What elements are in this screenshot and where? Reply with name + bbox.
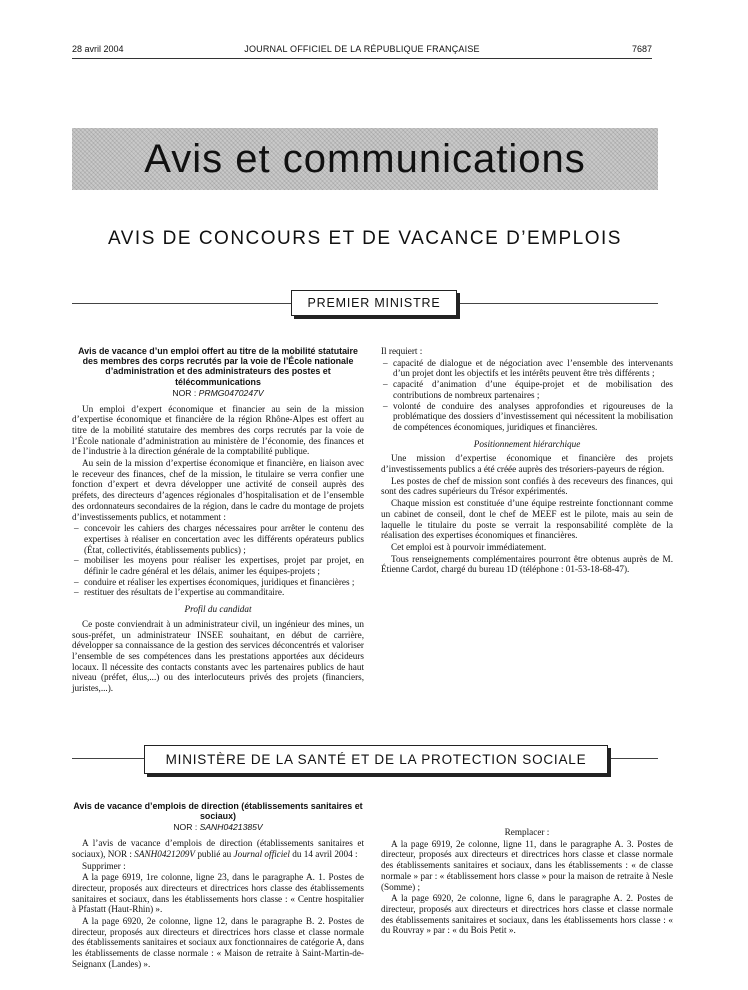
article1-paragraph: Une mission d’expertise économique et financière des projets d’investissements publics a été créée auprès des trésoriers-payeurs de région. bbox=[381, 453, 673, 475]
list-item: – capacité de dialogue et de négociation avec l’ensemble des intervenants d’un projet dont les objectifs et les intérêts peuvent être très différents ; bbox=[393, 358, 673, 379]
article1-paragraph: Ce poste conviendrait à un administrateur civil, un ingénieur des mines, un sous-préfet, un administrateur INSEE souhaitant, en début de carrière, développer sa connaissance de la gestion des services déconcentrés et valoriser l’ensemble de ses compétences dans les prestations apportées aux décideurs locaux. Il nécessite des contacts constants avec les partenaires publics de haut niveau (préfet, élus,...) ou des interlocuteurs privés des projets (financiers, juristes,...). bbox=[72, 618, 364, 694]
article2-paragraph: A la page 6919, 1re colonne, ligne 23, dans le paragraphe A. 1. Postes de directeur, proposés aux directeurs et directrices hors classe des établissements sanitaires et sociaux, dans les établissements hors classe : « Centre hospitalier à Pfastatt (Haut-Rhin) ». bbox=[72, 872, 364, 915]
position-heading: Positionnement hiérarchique bbox=[473, 438, 581, 449]
ministry-box-sante: MINISTÈRE DE LA SANTÉ ET DE LA PROTECTION SOCIALE bbox=[144, 745, 608, 774]
article1-requirements-list bbox=[381, 358, 673, 433]
page-header bbox=[72, 44, 652, 58]
article1-nor: NOR : PRMG0470247V bbox=[172, 387, 264, 398]
remplacer-label: Remplacer : bbox=[504, 827, 550, 837]
article2-nor: NOR : SANH0421385V bbox=[173, 822, 263, 833]
profil-heading: Profil du candidat bbox=[184, 604, 252, 615]
page-number: 7687 bbox=[631, 44, 652, 54]
article2-paragraph: A l’avis de vacance d’emplois de direction (établissements sanitaires et sociaux), NOR : SANH0421209V publié au Journal officiel du 14 avril 2004 : bbox=[72, 838, 364, 859]
list-item: – volonté de conduire des analyses approfondies et rigoureuses de la problématique des dossiers d’investissement qui nécessitent la mobilisation de compétences économiques, juridiques et financières. bbox=[393, 401, 673, 433]
issue-date: 28 avril 2004 bbox=[72, 44, 124, 54]
article2-paragraph: A la page 6920, 2e colonne, ligne 6, dans le paragraphe A. 2. Postes de directeur, proposés aux directeurs et directrices hors classe et classe normale des établissements sanitaires et sociaux, dans les établissements hors classe : « du Rouvray » par : « du Bois Petit ». bbox=[381, 893, 673, 936]
list-item: – conduire et réaliser les expertises économiques, juridiques et financières ; bbox=[84, 577, 364, 588]
article1-paragraph: Cet emploi est à pourvoir immédiatement. bbox=[391, 541, 547, 552]
list-item: – mobiliser les moyens pour réaliser les expertises, projet par projet, en définir le cadre général et les délais, animer les équipes-projets ; bbox=[84, 555, 364, 576]
article2-column-right bbox=[381, 801, 673, 937]
ministry-box-premier-ministre: PREMIER MINISTRE bbox=[291, 290, 457, 316]
article1-paragraph: Chaque mission est constituée d’une équipe restreinte fonctionnant comme un cabinet de conseil, dont le chef de MEEF est le pilote, mais au sein de laquelle le titulaire du poste se verrait la responsabilité complète de la réalisation des expertises économiques et financières. bbox=[381, 498, 673, 541]
article1-paragraph: Les postes de chef de mission sont confiés à des receveurs des finances, qui sont des cadres supérieurs du Trésor expérimentés. bbox=[381, 475, 673, 497]
section-title: AVIS DE CONCOURS ET DE VACANCE D’EMPLOIS bbox=[108, 228, 622, 249]
list-item: – capacité d’animation d’une équipe-projet et de mobilisation des contributions de nombreux partenaires ; bbox=[393, 379, 673, 400]
header-rule bbox=[72, 58, 652, 59]
article1-column-right bbox=[381, 346, 673, 576]
article2-column-left bbox=[72, 801, 364, 971]
article1-title: Avis de vacance d’un emploi offert au titre de la mobilité statutaire des membres des corps recrutés par la voie de l’École nationale d’administration et des administrateurs des postes et télécommunications bbox=[78, 346, 358, 387]
list-item: – restituer des résultats de l’expertise au commanditaire. bbox=[84, 587, 364, 598]
journal-name: JOURNAL OFFICIEL DE LA RÉPUBLIQUE FRANÇAISE bbox=[244, 44, 480, 54]
article2-title: Avis de vacance d’emplois de direction (établissements sanitaires et sociaux) bbox=[73, 801, 363, 822]
article2-paragraph: A la page 6920, 2e colonne, ligne 12, dans le paragraphe B. 2. Postes de directeur, proposés aux directeurs et directrices hors classe et classe normale des établissements sanitaires et sociaux aux fonctionnaires de catégorie A, dans les établissements de classe normale : « Maison de retraite à Saint-Martin-de-Seignanx (Landes) ». bbox=[72, 916, 364, 969]
article2-paragraph: A la page 6919, 2e colonne, ligne 11, dans le paragraphe A. 3. Postes de directeur, proposés aux directeurs et directrices hors classe et classe normale des établissements sanitaires et sociaux, dans les établissements : « de classe normale » par : « établissement hors classe » pour la maison de retraite à Nesle (Somme) ; bbox=[381, 838, 673, 892]
article1-missions-list bbox=[72, 523, 364, 598]
section-banner bbox=[72, 128, 658, 190]
list-item: – concevoir les cahiers des charges nécessaires pour arrêter le contenu des expertises à réaliser en concertation avec les différents opérateurs publics (État, collectivités, établissements publics) ; bbox=[84, 523, 364, 555]
article1-paragraph: Au sein de la mission d’expertise économique et financière, en liaison avec le receveur des finances, chef de la mission, le titulaire se verra confier une fonction d’expert et devra développer une activité de conseil auprès des préfets, des directeurs d’agences régionales d’hospitalisation et de l’ensemble des ordonnateurs secondaires de la région, dans le cadre du montage de projets d’investissements publics, et notamment : bbox=[72, 458, 364, 522]
article1-paragraph: Tous renseignements complémentaires pourront être obtenus auprès de M. Étienne Cardot, chargé du bureau 1D (téléphone : 01-53-18-68-47). bbox=[381, 553, 673, 575]
banner-title: Avis et communications bbox=[144, 136, 586, 181]
requiert-label: Il requiert : bbox=[381, 346, 423, 356]
article1-paragraph: Un emploi d’expert économique et financier au sein de la mission d’expertise économique et financière de la région Rhône-Alpes est offert au titre de la mobilité statutaire des membres des corps recrutés par la voie de l’École nationale d’administration au ministère de l’économie, des finances et de l’industrie à la direction générale de la comptabilité publique. bbox=[72, 403, 364, 457]
supprimer-label: Supprimer : bbox=[82, 860, 126, 871]
article1-column-left bbox=[72, 346, 364, 695]
